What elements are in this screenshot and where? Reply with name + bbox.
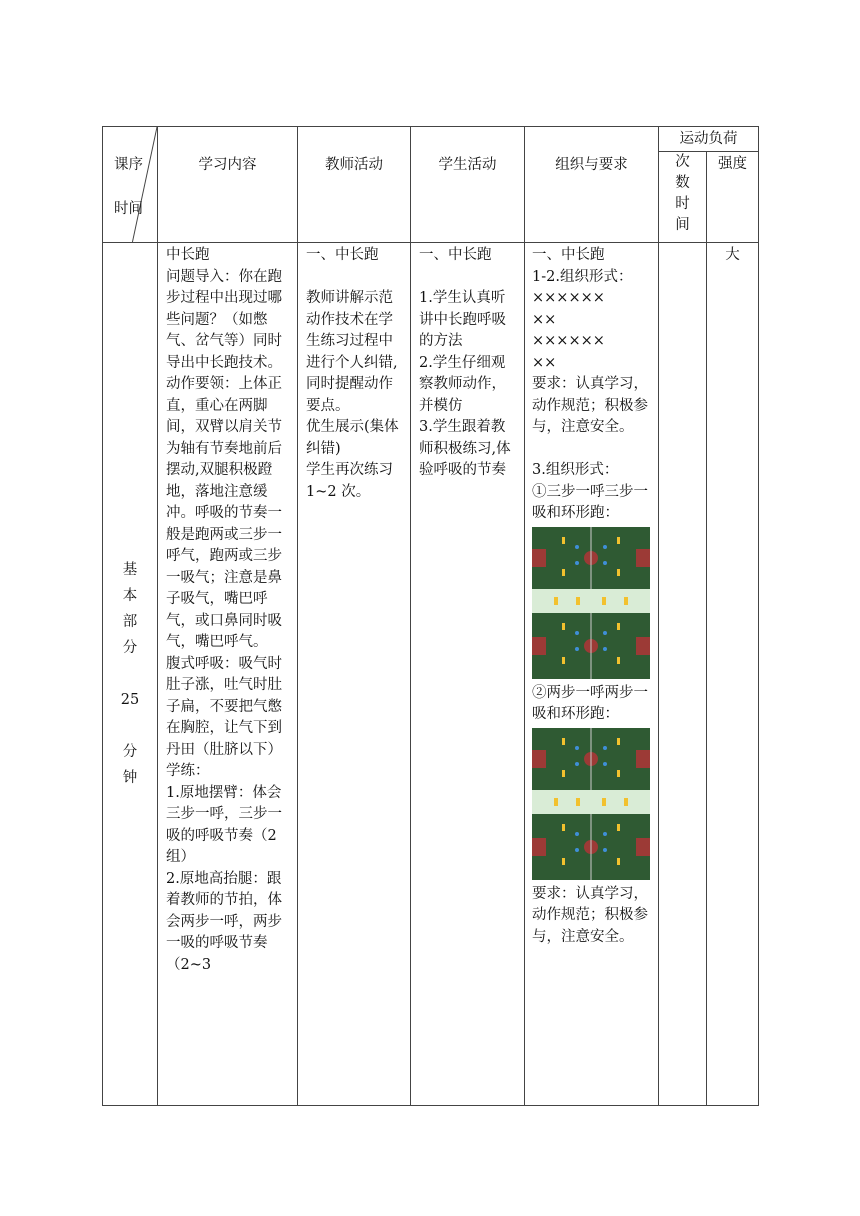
court-diagram-2 (525, 728, 658, 880)
basketball-court-diagram-icon (532, 527, 650, 679)
header-teacher: 教师活动 (298, 127, 411, 243)
header-course-label: 课序 (114, 157, 143, 173)
intensity-value: 大 (725, 247, 740, 263)
teacher-text: 一、中长跑 教师讲解示范动作技术在学生练习过程中进行个人纠错,同时提醒动作要点。 优生展示(集体纠错) 学生再次练习 1~2 次。 (306, 247, 399, 500)
organization-cell (525, 243, 659, 1106)
times-value (659, 243, 706, 245)
basketball-court-diagram-icon (532, 728, 650, 880)
student-cell (411, 243, 525, 1106)
organization-text-1: 一、中长跑 1-2.组织形式： ×××××× ×× ×××××× ×× 要求：认真学习，动作规范；积极参与，注意安全。 3.组织形式： ①三步一呼三步一吸和环形跑： (532, 247, 648, 521)
header-content: 学习内容 (158, 127, 298, 243)
section-label-line: 25 (120, 692, 140, 708)
section-label-lines (103, 557, 157, 791)
section-label-line: 钟 (122, 770, 138, 786)
header-intensity: 强度 (707, 152, 759, 243)
student-text: 一、中长跑 1.学生认真听讲中长跑呼吸的方法 2.学生仔细观察教师动作，并模仿 3.学生跟着教师积极练习,体验呼吸的节奏 (419, 247, 511, 478)
section-label-line: 分 (122, 640, 138, 656)
header-student: 学生活动 (411, 127, 525, 243)
times-cell (659, 243, 707, 1106)
header-course-time (103, 127, 158, 243)
header-diagonal-line (103, 127, 157, 242)
teacher-cell (298, 243, 411, 1106)
section-label (103, 243, 158, 1106)
section-label-line: 本 (122, 588, 138, 604)
header-exercise-load: 运动负荷 (659, 127, 759, 152)
organization-text-3: 要求：认真学习，动作规范；积极参与，注意安全。 (532, 885, 648, 945)
organization-text-2: ②两步一呼两步一吸和环形跑： (532, 684, 648, 722)
section-label-line: 部 (122, 614, 138, 630)
section-label-line (103, 661, 157, 687)
header-time-label: 时间 (114, 201, 143, 217)
intensity-cell (707, 243, 759, 1106)
section-label-line: 基 (122, 562, 138, 578)
court-diagram-1 (525, 527, 658, 679)
content-cell (158, 243, 298, 1106)
header-times: 次 数 时 间 (659, 152, 707, 243)
section-label-line: 分 (122, 744, 138, 760)
section-label-line (103, 713, 157, 739)
lesson-plan-table (102, 126, 759, 1106)
content-text: 中长跑 问题导入：你在跑步过程中出现过哪些问题？（如憋气、岔气等）同时导出中长跑技术。 动作要领：上体正直，重心在两脚间，双臂以肩关节为轴有节奏地前后摆动,双腿积极蹬地，落地注意缓冲。呼吸的节奏一般是跑两或三步一呼气，跑两或三步一吸气；注意是鼻子吸气，嘴巴呼气，或口鼻同时吸气，嘴巴呼气。 腹式呼吸：吸气时肚子涨，吐气时肚子扁，不要把气憋在胸腔，让气下到丹田（肚脐以下） 学练： 1.原地摆臂：体会三步一呼，三步一吸的呼吸节奏（2组） 2.原地高抬腿：跟着教师的节拍，体会两步一呼，两步一吸的呼吸节奏（2~3 (166, 247, 282, 973)
header-organization: 组织与要求 (525, 127, 659, 243)
